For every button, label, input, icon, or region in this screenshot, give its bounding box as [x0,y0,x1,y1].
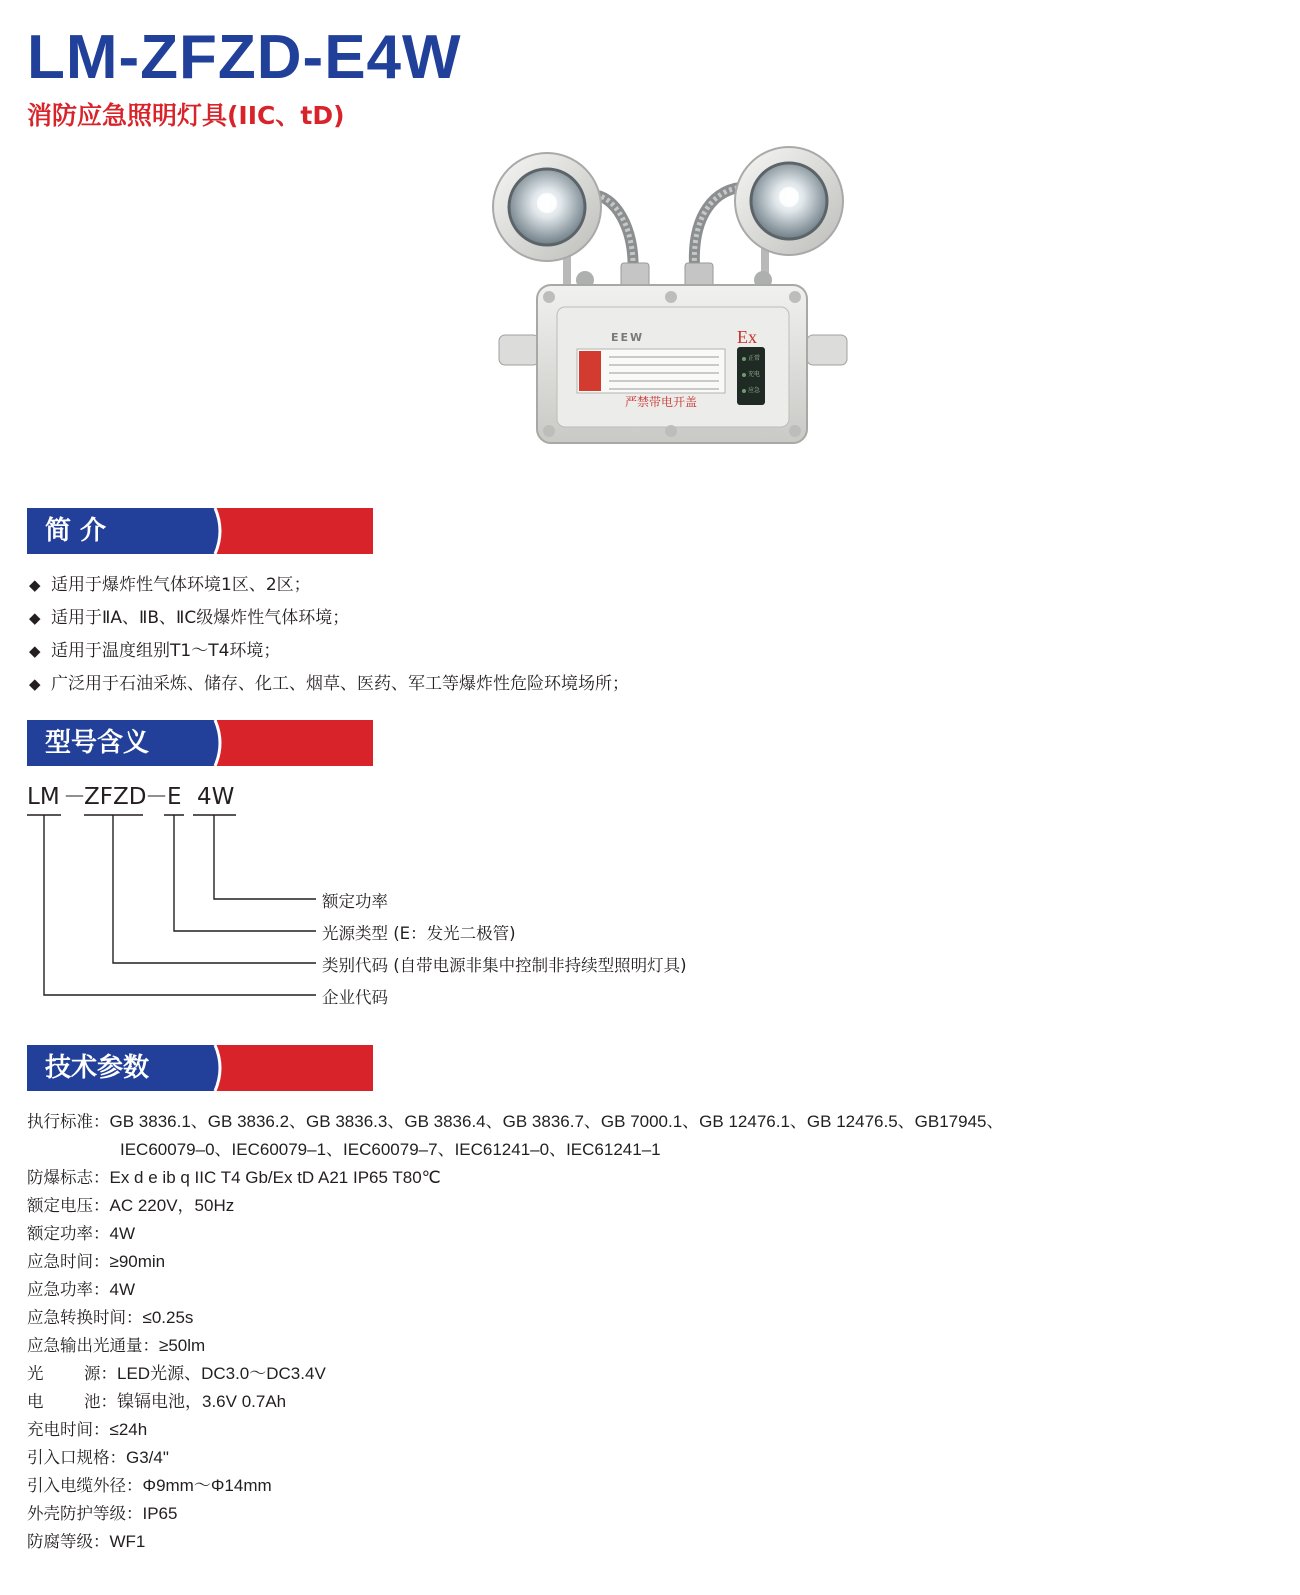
diamond-bullet-icon: ◆ [29,675,41,693]
code-part-power: 4W [197,784,235,810]
spec-value: Ex d e ib q IIC T4 Gb/Ex tD A21 IP65 T80℃ [109,1168,441,1187]
spec-label: 光 [27,1364,44,1383]
spec-label: 源： [84,1364,117,1383]
spec-row-charge-time [27,1416,1004,1444]
list-item-text: 适用于爆炸性气体环境1区、2区； [51,575,311,595]
spec-value: 4W [109,1280,135,1299]
spec-row-switch-time [27,1304,1004,1332]
section-header-specs [27,1045,373,1091]
spec-row-cable-diameter [27,1472,1004,1500]
spec-row-ex-mark [27,1164,1004,1192]
spec-value: LED光源、DC3.0～DC3.4V [117,1364,326,1383]
page-title: LM-ZFZD-E4W [27,23,462,92]
spec-row-emergency-power [27,1276,1004,1304]
spec-label: 应急功率： [27,1280,110,1299]
spec-value: ≤24h [109,1420,148,1439]
meaning-category: 类别代码 (自带电源非集中控制非持续型照明灯具) [322,956,687,975]
spec-value: 镍镉电池，3.6V 0.7Ah [117,1392,287,1411]
section-title-model: 型号含义 [45,728,150,758]
spec-label: 池： [84,1392,117,1411]
diamond-bullet-icon: ◆ [29,576,41,594]
indicator-label-charge: 充电 [748,371,761,378]
spec-row-ip-rating [27,1500,1004,1528]
section-title-specs: 技术参数 [45,1053,150,1083]
spec-row-entry-spec [27,1444,1004,1472]
diamond-bullet-icon: ◆ [29,609,41,627]
spec-value: WF1 [109,1532,146,1551]
spec-row-luminous-flux [27,1332,1004,1360]
spec-row-standard-cont [27,1136,1004,1164]
spec-value: 4W [109,1224,135,1243]
spec-row-light-source [27,1360,1004,1388]
spec-label: 额定电压： [27,1196,110,1215]
page-subtitle: 消防应急照明灯具(IIC、tD) [27,101,345,130]
list-item-text: 广泛用于石油采炼、储存、化工、烟草、医药、军工等爆炸性危险环境场所； [51,674,629,694]
list-item-text: 适用于温度组别T1～T4环境； [51,641,281,661]
indicator-label-emergency: 应急 [748,387,761,394]
meaning-power: 额定功率 [322,892,388,911]
ex-mark: Ex [737,327,757,347]
meaning-light-source: 光源类型 (E：发光二极管) [322,924,516,943]
code-part-company: LM [27,784,60,810]
spec-label: 防腐等级： [27,1532,110,1551]
spec-label: 充电时间： [27,1420,110,1439]
code-separator: － [63,784,86,810]
spec-value: G3/4" [126,1448,169,1467]
code-part-category: ZFZD [84,784,147,810]
indicator-label-normal: 正常 [748,355,761,362]
spec-label: 执行标准： [27,1112,110,1131]
meaning-company: 企业代码 [322,988,388,1007]
spec-value: ≥90min [109,1252,166,1271]
spec-list [27,1108,1004,1556]
spec-label: 引入口规格： [27,1448,126,1467]
spec-value: GB 3836.1、GB 3836.2、GB 3836.3、GB 3836.4、GB 3836.7、GB 7000.1、GB 12476.1、GB 12476.5、GB17945、 [109,1112,1004,1131]
spec-value: IEC60079–0、IEC60079–1、IEC60079–7、IEC61241–0、IEC61241–1 [120,1140,661,1159]
spec-row-emergency-time [27,1248,1004,1276]
spec-label: 应急转换时间： [27,1308,143,1327]
spec-value: IP65 [142,1504,178,1523]
spec-label: 应急时间： [27,1252,110,1271]
spec-row-power [27,1220,1004,1248]
spec-label: 应急输出光通量： [27,1336,159,1355]
spec-label: 引入电缆外径： [27,1476,143,1495]
code-part-light-source: E [167,784,182,810]
list-item-text: 适用于ⅡA、ⅡB、ⅡC级爆炸性气体环境； [51,608,350,628]
spec-row-voltage [27,1192,1004,1220]
model-code-diagram [0,0,760,1020]
spec-label: 防爆标志： [27,1168,110,1187]
spec-label: 额定功率： [27,1224,110,1243]
spec-value: Φ9mm～Φ14mm [142,1476,272,1495]
spec-label: 外壳防护等级： [27,1504,143,1523]
spec-row-standard [27,1108,1004,1136]
spec-value: ≤0.25s [142,1308,194,1327]
spec-value: ≥50lm [159,1336,206,1355]
brand-label: EEW [611,331,645,344]
spec-label: 电 [27,1392,44,1411]
spec-value: AC 220V，50Hz [109,1196,235,1215]
code-separator: － [145,784,168,810]
diamond-bullet-icon: ◆ [29,642,41,660]
spec-row-battery [27,1388,1004,1416]
spec-row-anticorrosion [27,1528,1004,1556]
warning-label: 严禁带电开盖 [625,395,698,409]
section-title-intro: 简 介 [45,516,107,546]
